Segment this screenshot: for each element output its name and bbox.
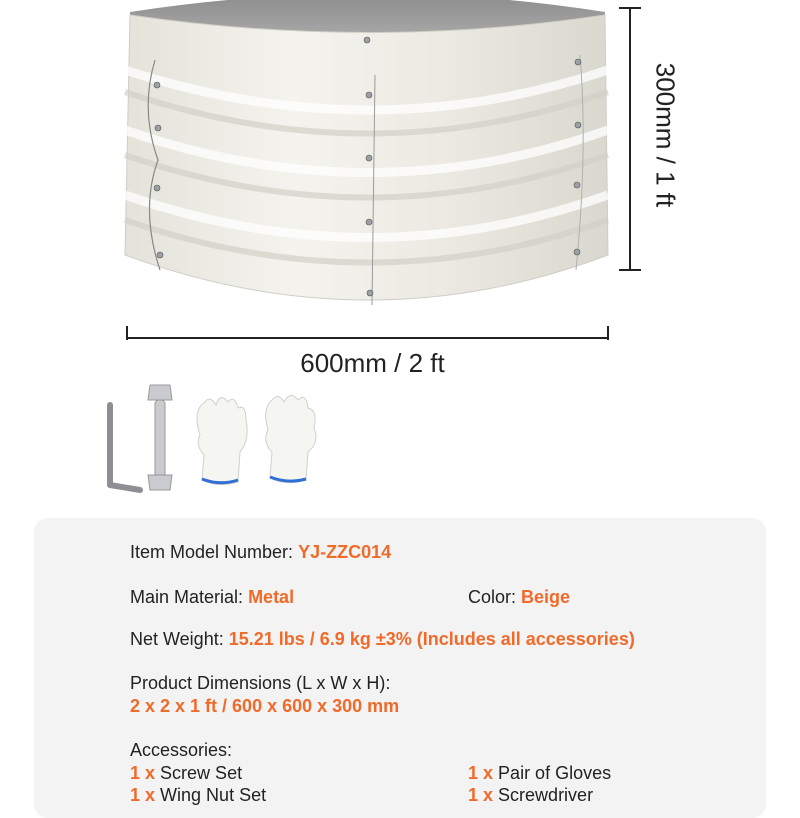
product-dimensions-label: Product Dimensions (L x W x H): xyxy=(130,673,391,693)
specifications-card xyxy=(34,518,766,818)
model-number-row xyxy=(130,542,391,563)
accessory-qty: 1 x xyxy=(130,763,156,783)
net-weight-value: 15.21 lbs / 6.9 kg ±3% (Includes all accessories) xyxy=(228,629,635,649)
accessory-name: Wing Nut Set xyxy=(160,785,267,805)
color-value: Beige xyxy=(521,587,571,607)
color-label: Color: xyxy=(468,587,517,607)
accessory-name: Pair of Gloves xyxy=(498,763,612,783)
gloves-icon xyxy=(197,395,316,484)
accessory-qty: 1 x xyxy=(468,763,494,783)
product-dimensions-value: 2 x 2 x 1 ft / 600 x 600 x 300 mm xyxy=(130,696,400,716)
accessory-qty: 1 x xyxy=(130,785,156,805)
accessory-name: Screwdriver xyxy=(498,785,594,805)
accessory-name: Screw Set xyxy=(160,763,243,783)
accessory-item xyxy=(468,763,611,784)
accessory-item xyxy=(468,785,593,806)
material-row xyxy=(130,587,294,608)
included-tools-image xyxy=(100,380,340,495)
model-number-label: Item Model Number: xyxy=(130,542,294,562)
width-dimension-label: 600mm / 2 ft xyxy=(300,348,445,378)
hex-key-icon xyxy=(110,405,140,490)
net-weight-row xyxy=(130,629,635,650)
accessory-item xyxy=(130,763,242,784)
model-number-value: YJ-ZZC014 xyxy=(298,542,392,562)
height-dimension-label: 300mm / 1 ft xyxy=(650,62,681,208)
accessories-label: Accessories: xyxy=(130,740,233,760)
color-row xyxy=(468,587,570,608)
material-label: Main Material: xyxy=(130,587,244,607)
net-weight-label: Net Weight: xyxy=(130,629,224,649)
accessory-item xyxy=(130,785,266,806)
wrench-icon xyxy=(148,385,172,490)
accessory-qty: 1 x xyxy=(468,785,494,805)
material-value: Metal xyxy=(248,587,295,607)
